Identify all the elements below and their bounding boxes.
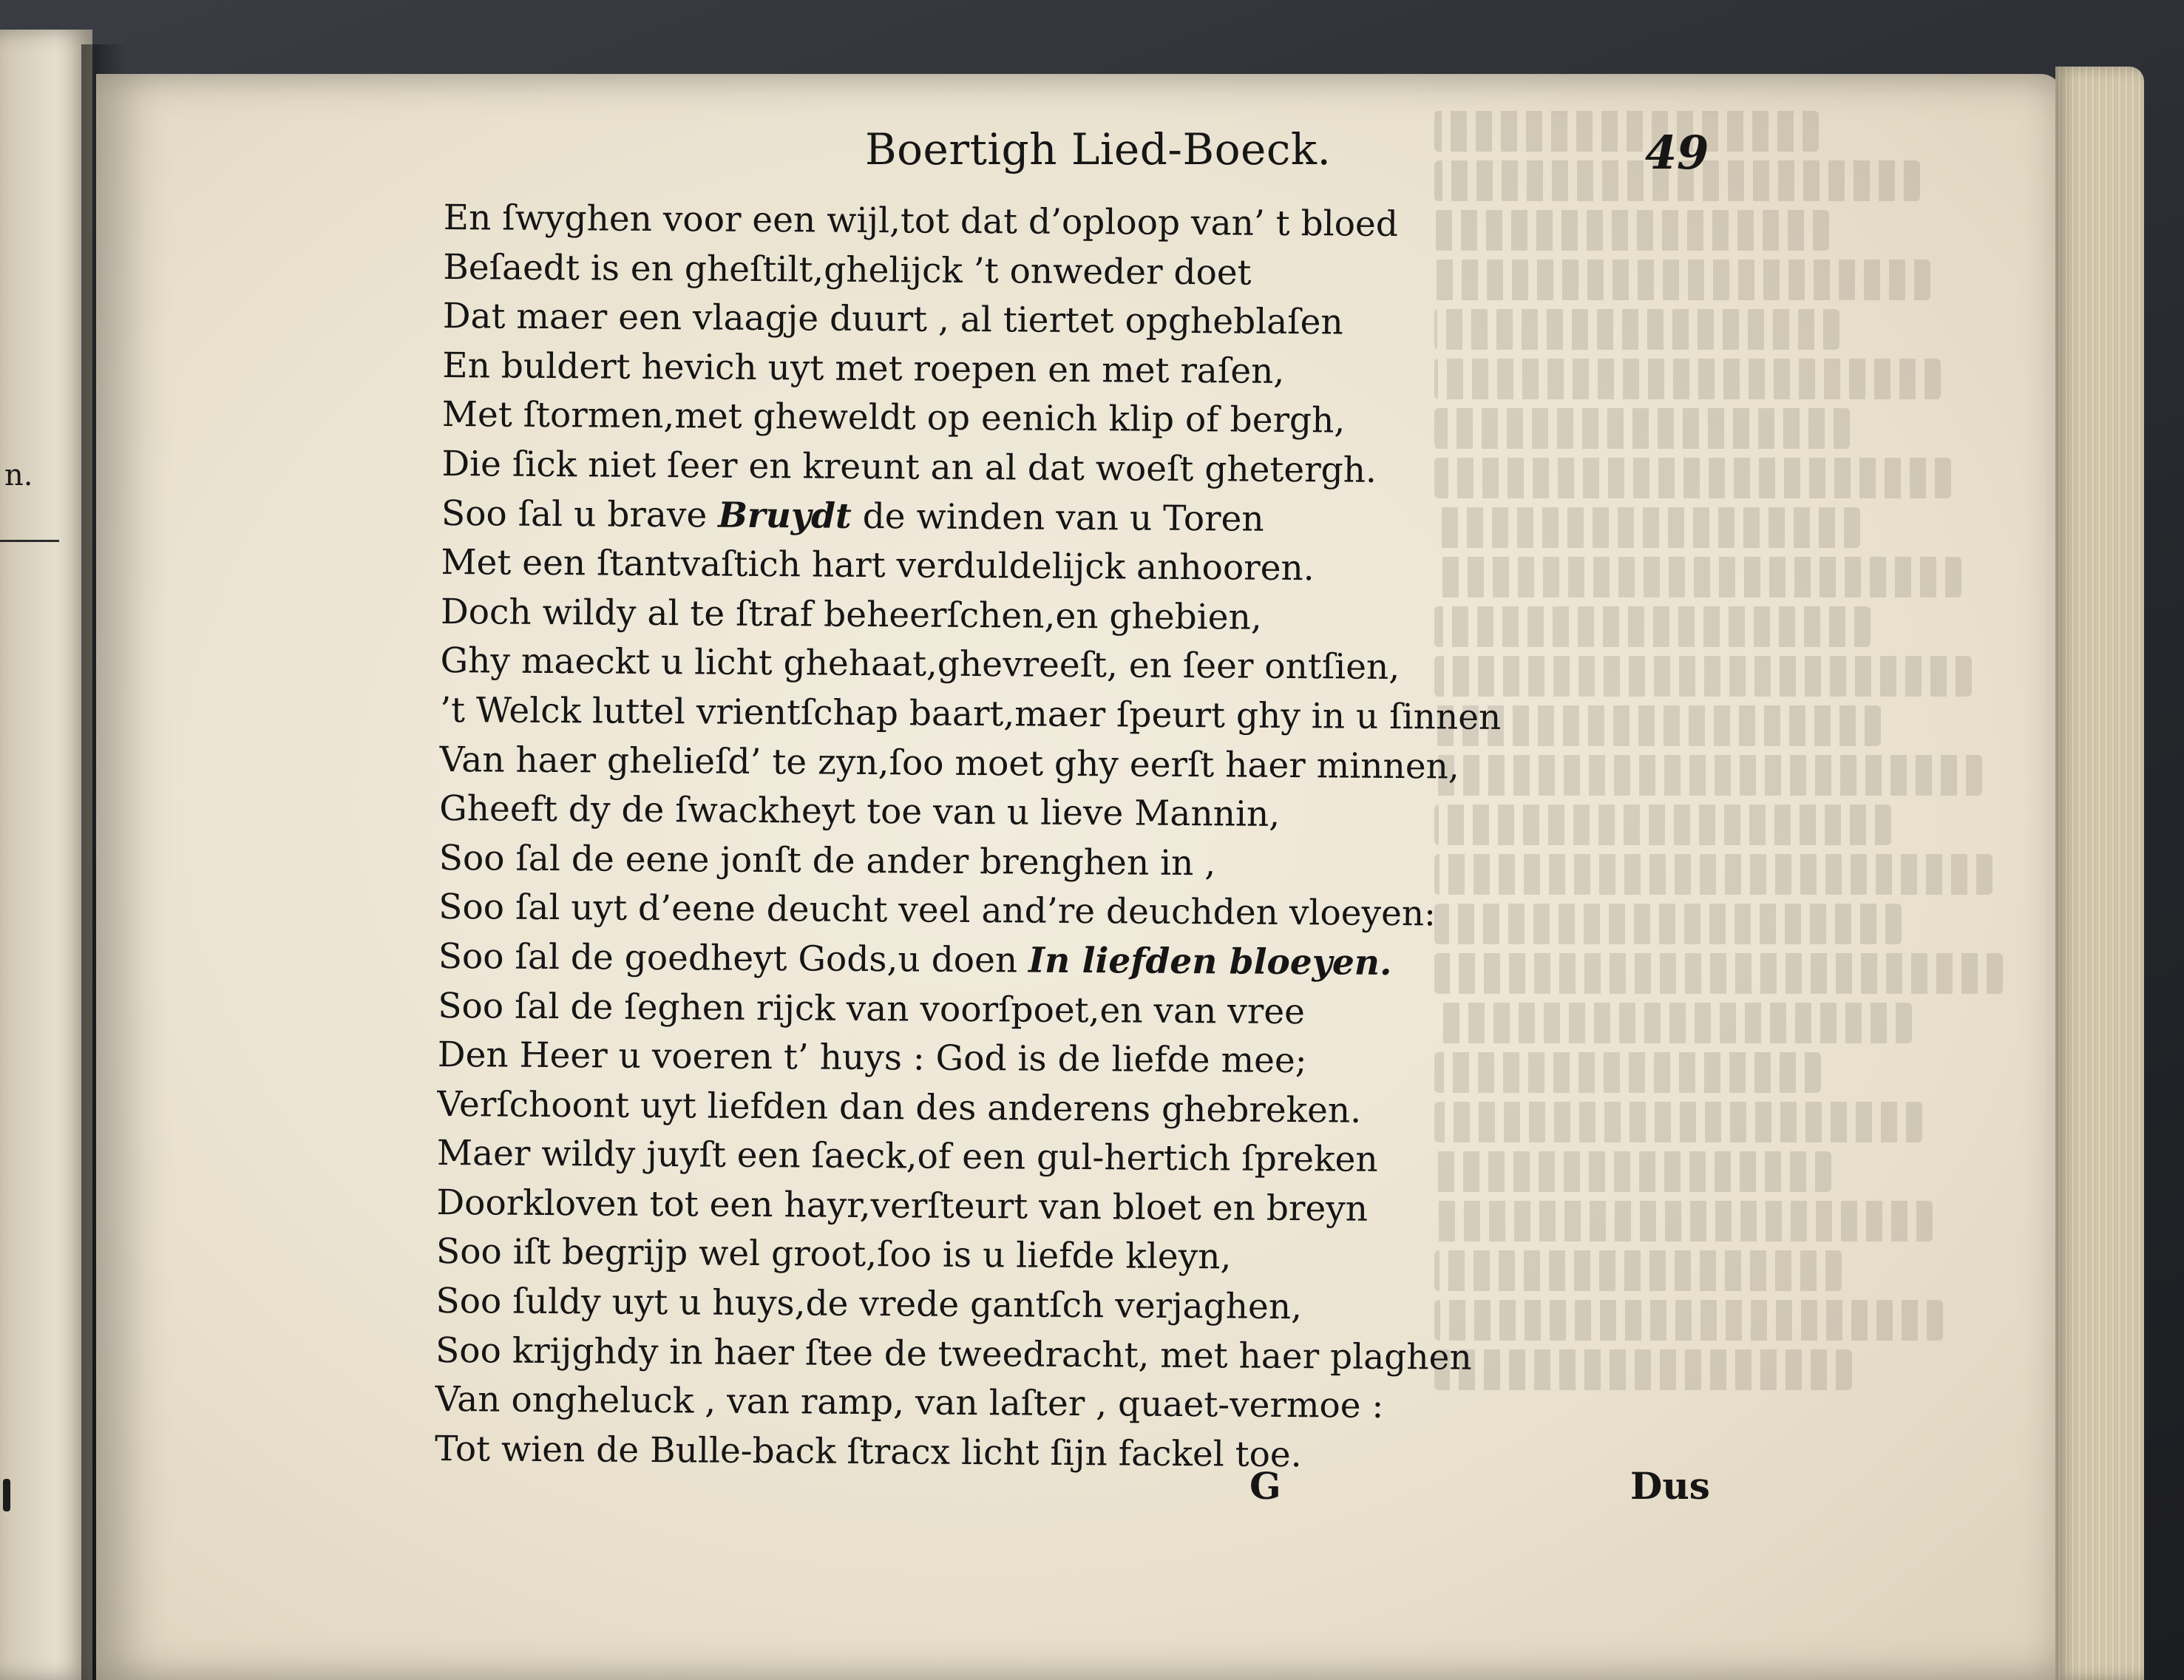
verse-text: Maer wildy juyſt een ſaeck,of een gul-hertich ſpreken (436, 1133, 1378, 1181)
verse-text: Verſchoont uyt liefden dan des anderens ghebreken. (437, 1083, 1362, 1131)
verse-line (441, 440, 1550, 497)
verse-text: En buldert hevich uyt met roepen en met raſen, (442, 345, 1285, 392)
verse-text: ’t Welck luttel vrientſchap baart,maer ſpeurt ghy in u ſinnen (439, 689, 1502, 738)
verse-line (440, 637, 1549, 694)
verse-block (435, 194, 1553, 1482)
verse-text: Die ſick niet ſeer en kreunt an al dat woeſt ghetergh. (441, 443, 1377, 491)
verse-text: Dat maer een vlaagje duurt , al tiertet opgheblaſen (442, 296, 1343, 343)
verse-emphasis: Bruydt (718, 495, 852, 537)
signature-mark: G (1249, 1464, 1281, 1508)
verse-text: Soo ſal de eene jonſt de ander brenghen in , (438, 837, 1216, 884)
verse-text: Tot wien de Bulle-back ſtracx licht ſijn fackel toe. (434, 1428, 1302, 1475)
catchword: Dus (1630, 1464, 1710, 1508)
page-number: 49 (1645, 126, 1709, 180)
verse-line (439, 736, 1548, 793)
verse-line (444, 194, 1553, 251)
verse-line (438, 834, 1547, 891)
verse-text: Den Heer u voeren t’ huys : God is de liefde mee; (437, 1034, 1307, 1082)
verse-text: Soo ſal de ſeghen rijck van voorſpoet,en van vree (438, 985, 1306, 1032)
verse-text: Met een ſtantvaſtich hart verduldelijck anhooren. (441, 542, 1315, 589)
verse-emphasis: In liefden bloeyen. (1028, 940, 1392, 983)
verse-text: Soo ſal de goedheyt Gods,u doen (438, 935, 1029, 981)
verse-text: de winden van u Toren (851, 495, 1264, 540)
verse-text: Met ſtormen,met gheweldt op eenich klip of bergh, (441, 394, 1346, 441)
verse-line (438, 883, 1547, 940)
verse-line (435, 1277, 1544, 1334)
verse-line (438, 932, 1547, 989)
verse-line (442, 342, 1551, 399)
verse-line (435, 1327, 1544, 1383)
verse-line (438, 981, 1547, 1038)
verse-line (435, 1375, 1544, 1432)
verse-line (442, 390, 1551, 447)
verse-line (436, 1227, 1545, 1284)
verse-text: Doch wildy al te ſtraf beheerſchen,en ghebien, (440, 591, 1262, 638)
verse-text: Doorkloven tot een hayr,verſteurt van bloet en breyn (436, 1182, 1369, 1230)
previous-page-rule (0, 540, 59, 542)
verse-line (443, 243, 1552, 300)
verse-text: Soo iſt begrijp wel groot,ſoo is u liefde kleyn, (435, 1231, 1232, 1278)
verse-line (439, 785, 1548, 841)
verse-line (436, 1179, 1545, 1236)
verse-line (443, 292, 1552, 349)
verse-line (437, 1080, 1546, 1137)
verse-line (435, 1425, 1544, 1482)
verse-text: Soo ſal u brave (441, 492, 719, 536)
verse-line (441, 490, 1550, 546)
verse-text: Beſaedt is en gheſtilt,ghelijck ’t onweder doet (443, 246, 1252, 294)
previous-page-text-fragment: n. (4, 458, 33, 492)
previous-page-mark (3, 1479, 10, 1511)
verse-line (440, 686, 1549, 743)
verse-text: Ghy maeckt u licht ghehaat,ghevreeſt, en ſeer ontſien, (440, 640, 1400, 688)
verse-text: Soo ſuldy uyt u huys,de vrede gantſch verjaghen, (435, 1281, 1303, 1328)
verse-text: Gheeft dy de ſwackheyt toe van u lieve Mannin, (439, 788, 1281, 836)
previous-page-edge (0, 30, 92, 1680)
verse-text: En ſwyghen voor een wijl,tot dat d’oploop van’ t bloed (443, 197, 1399, 245)
verse-text: Soo krijghdy in haer ſtee de tweedracht, met haer plaghen (435, 1330, 1472, 1378)
verse-line (441, 538, 1550, 595)
verse-line (441, 588, 1550, 645)
verse-line (438, 1031, 1547, 1088)
page-edge-stack (2055, 67, 2144, 1680)
running-title: Boertigh Lied-Boeck. (865, 124, 1332, 175)
verse-text: Van haer ghelieſd’ te zyn,ſoo moet ghy eerſt haer minnen, (439, 739, 1460, 788)
verse-text: Soo ſal uyt d’eene deucht veel and’re deuchden vloeyen: (438, 887, 1437, 935)
verse-line (437, 1129, 1546, 1186)
verse-text: Van ongheluck , van ramp, van laſter , quaet-vermoe : (435, 1379, 1384, 1427)
